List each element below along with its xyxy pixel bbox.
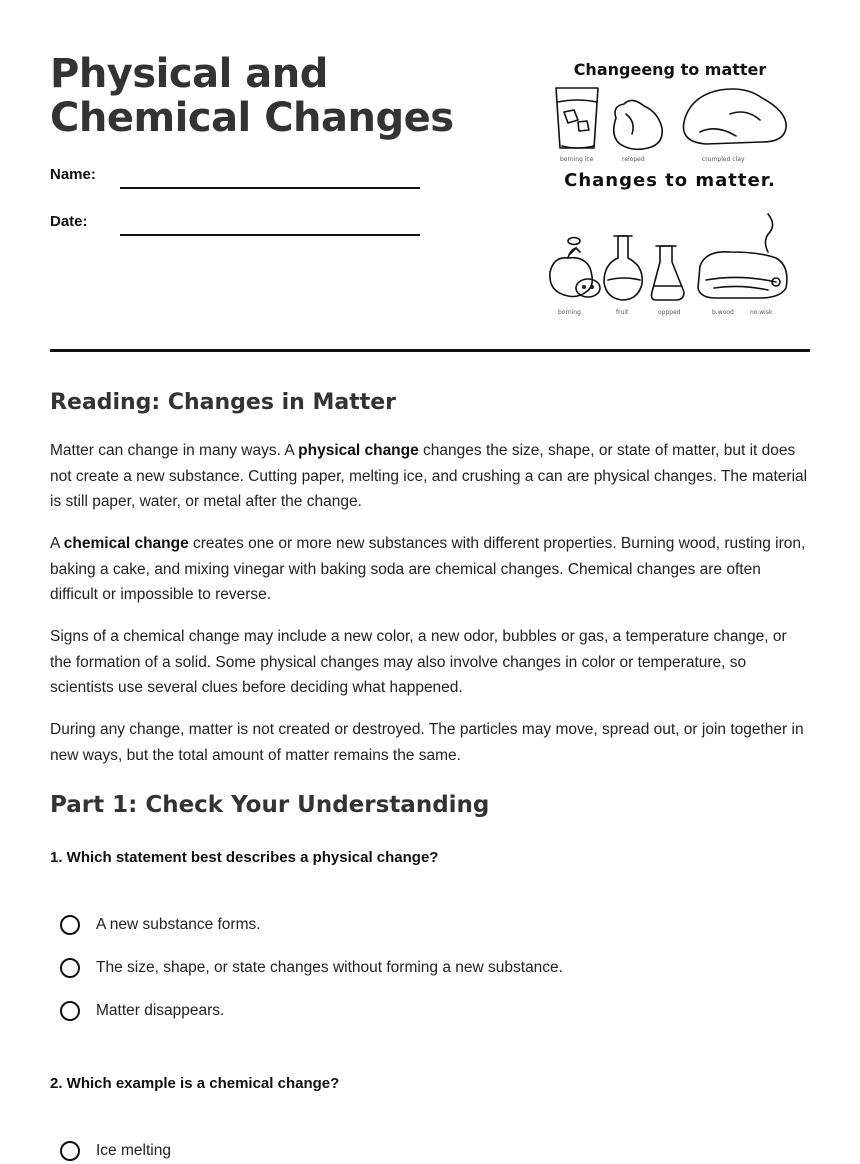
reading-heading: Reading: Changes in Matter — [50, 390, 397, 415]
caption-smoke: no.wisk — [750, 309, 773, 316]
q1-option-1[interactable]: A new substance forms. — [60, 912, 261, 938]
round-flask-icon — [604, 236, 642, 300]
caption-ice: borning ice — [560, 156, 594, 163]
radio-button[interactable] — [60, 1141, 80, 1161]
name-field[interactable] — [120, 187, 420, 189]
date-field[interactable] — [120, 234, 420, 236]
caption-fruit: fruit — [616, 309, 629, 316]
name-label: Name: — [50, 166, 96, 183]
reading-paragraph-1: Matter can change in many ways. A physical change changes the size, shape, or state of matter, but it does not create a new substance. Cutting paper, melting ice, and crushing a can are physical changes. The material is still paper, water, or metal after the change. — [50, 442, 808, 510]
caption-wood: b.wood — [712, 309, 734, 316]
apple-icon — [550, 258, 592, 297]
caption-flask: oppped — [658, 309, 681, 316]
page-title: Physical and Chemical Changes — [50, 51, 454, 141]
radio-button[interactable] — [60, 1001, 80, 1021]
part1-heading: Part 1: Check Your Understanding — [50, 792, 490, 818]
illustration-title-top: Changeeng to matter — [573, 60, 767, 79]
reading-paragraph-2: A chemical change creates one or more new substances with different properties. Burning wood, rusting iron, baking a cake, and mixing vinegar with baking soda are chemical changes. Chemical changes are often difficult or impossible to reverse. — [50, 535, 806, 603]
caption-lump: reloped — [622, 156, 645, 163]
question-1: 1. Which statement best describes a physical change? — [50, 849, 439, 866]
changes-illustration — [540, 52, 800, 322]
term-chemical-change: chemical change — [63, 535, 189, 552]
lump-icon — [614, 100, 662, 149]
caption-burning: borning — [558, 309, 581, 316]
q1-option-2[interactable]: The size, shape, or state changes without forming a new substance. — [60, 955, 563, 981]
illustration-title-bottom: Changes to matter. — [564, 170, 776, 191]
reading-paragraph-4: During any change, matter is not created or destroyed. The particles may move, spread out, or join together in new ways, but the total amount of matter remains the same. — [50, 721, 804, 764]
date-label: Date: — [50, 213, 88, 230]
radio-button[interactable] — [60, 958, 80, 978]
caption-clay: crumpled clay — [702, 156, 745, 163]
q2-option-1[interactable]: Ice melting — [60, 1138, 171, 1164]
log-icon — [698, 252, 787, 298]
radio-button[interactable] — [60, 915, 80, 935]
question-2: 2. Which example is a chemical change? — [50, 1075, 340, 1092]
reading-paragraph-3: Signs of a chemical change may include a new color, a new odor, bubbles or gas, a temperature change, or the formation of a solid. Some physical changes may also involve changes in color or temperature, so scientists use several clues before deciding what happened. — [50, 628, 787, 696]
fruit-icon — [576, 279, 600, 297]
term-physical-change: physical change — [298, 442, 419, 459]
header-divider — [50, 349, 810, 352]
erlenmeyer-flask-icon — [652, 246, 685, 300]
q1-option-3[interactable]: Matter disappears. — [60, 998, 224, 1024]
